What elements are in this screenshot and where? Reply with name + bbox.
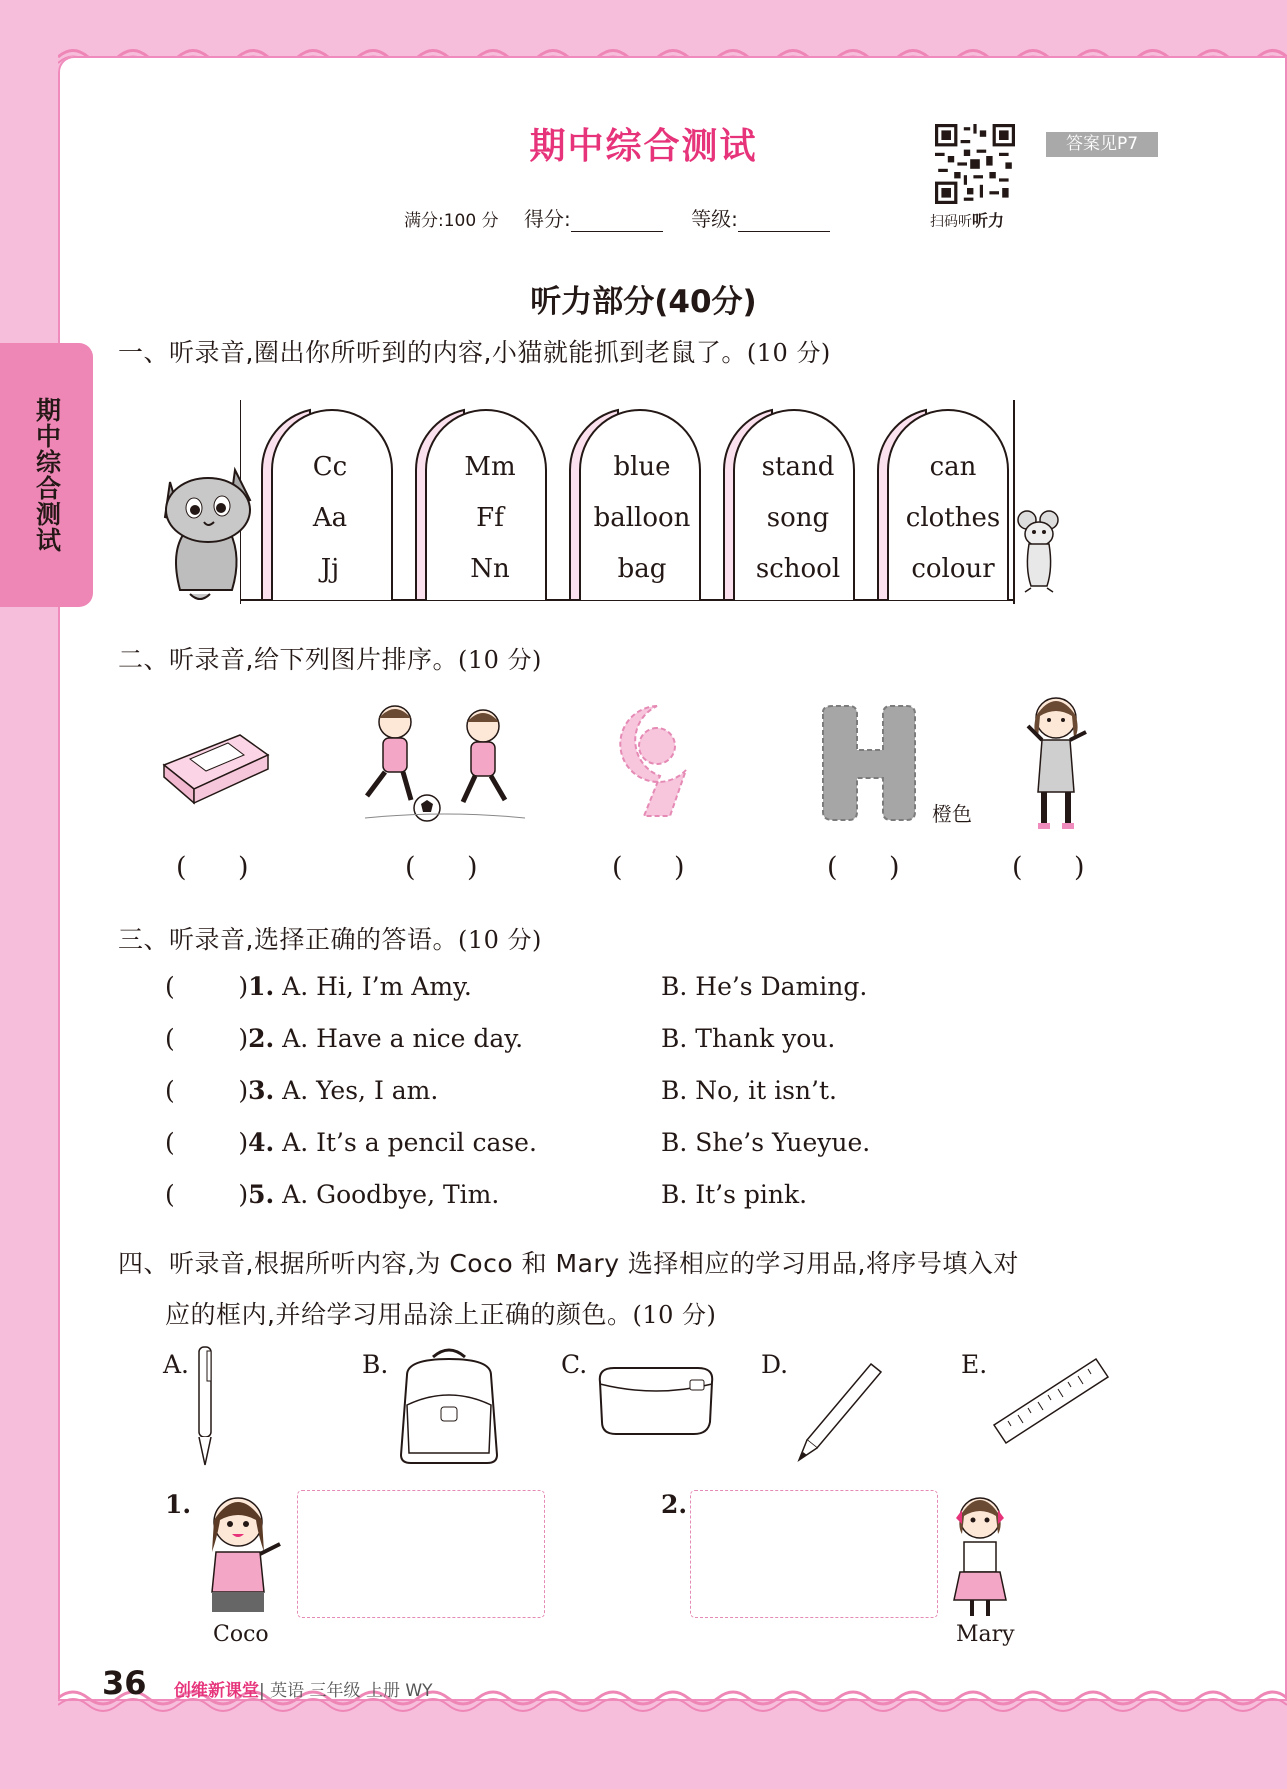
q3-item-4: ( )4. A. It’s a pencil case. xyxy=(165,1128,537,1157)
score-line xyxy=(404,203,852,232)
arch-1-word-2[interactable]: Aa xyxy=(312,503,348,533)
question-4-prompt-line2 xyxy=(165,1295,716,1331)
qr-caption-a: 扫码听 xyxy=(930,214,972,230)
pencil-icon[interactable] xyxy=(795,1360,885,1464)
q3-item-3-b[interactable]: B. No, it isn’t. xyxy=(661,1076,837,1105)
mary-number: 2. xyxy=(661,1490,688,1519)
q3-item-4-option-a[interactable]: A. It’s a pencil case. xyxy=(282,1128,537,1157)
arch-3-word-3[interactable]: bag xyxy=(617,554,667,584)
q3-score: (10 分) xyxy=(457,926,542,954)
arch-5-word-1[interactable]: can xyxy=(929,452,977,482)
footer-info xyxy=(174,1676,433,1701)
q3-item-1-b[interactable]: B. He’s Daming. xyxy=(661,972,868,1001)
question-3-prompt xyxy=(118,920,542,956)
q3-item-5: ( )5. A. Goodbye, Tim. xyxy=(165,1180,500,1209)
q3-item-3-num: 3. xyxy=(248,1076,275,1105)
coco-name: Coco xyxy=(213,1622,269,1647)
qr-code-icon[interactable] xyxy=(935,124,1015,204)
mary-name: Mary xyxy=(956,1622,1015,1647)
number-nine-icon xyxy=(610,700,704,822)
grade-blank[interactable] xyxy=(738,230,830,232)
q2-text: 二、听录音,给下列图片排序。 xyxy=(118,645,458,674)
option-e-label: E. xyxy=(961,1350,988,1379)
arch-3-words xyxy=(582,442,702,595)
listening-section-heading: 听力部分(40分) xyxy=(530,284,757,320)
order-paren-4[interactable]: ( ) xyxy=(827,852,900,883)
arch-1-words xyxy=(270,442,390,595)
q1-score: (10 分) xyxy=(746,339,831,367)
q3-item-2-b[interactable]: B. Thank you. xyxy=(661,1024,836,1053)
arch-3-word-2[interactable]: balloon xyxy=(593,503,691,533)
kids-playing-football-icon xyxy=(355,700,535,825)
order-paren-1[interactable]: ( ) xyxy=(176,852,249,883)
girl-icon xyxy=(1020,692,1092,836)
page-title: 期中综合测试 xyxy=(529,126,758,167)
option-b-label: B. xyxy=(362,1350,389,1379)
option-a-label: A. xyxy=(163,1350,190,1379)
qr-caption xyxy=(930,208,1004,231)
question-1-prompt xyxy=(118,333,831,369)
arch-2-word-1[interactable]: Mm xyxy=(464,452,516,482)
arch-4-word-2[interactable]: song xyxy=(766,503,830,533)
arch-2-word-3[interactable]: Nn xyxy=(470,554,510,584)
q4-score: (10 分) xyxy=(632,1301,717,1329)
q3-item-2-option-a[interactable]: A. Have a nice day. xyxy=(282,1024,524,1053)
qr-caption-b: 听力 xyxy=(972,211,1005,230)
q3-item-1-option-a[interactable]: A. Hi, I’m Amy. xyxy=(282,972,472,1001)
order-paren-2[interactable]: ( ) xyxy=(405,852,478,883)
q3-item-4-num: 4. xyxy=(248,1128,275,1157)
arch-3-word-1[interactable]: blue xyxy=(613,452,671,482)
coco-number: 1. xyxy=(165,1490,192,1519)
q3-item-2: ( )2. A. Have a nice day. xyxy=(165,1024,524,1053)
arch-2-words xyxy=(430,442,550,595)
pencil-case-icon[interactable] xyxy=(594,1362,719,1440)
footer-subject: | 英语 三年级 上册 WY xyxy=(259,1681,433,1701)
side-tab-label: 期中综合测试 xyxy=(32,397,62,553)
mary-answer-box[interactable] xyxy=(690,1490,938,1618)
q3-item-4-b[interactable]: B. She’s Yueyue. xyxy=(661,1128,871,1157)
q3-item-5-option-a[interactable]: A. Goodbye, Tim. xyxy=(282,1180,500,1209)
order-paren-5[interactable]: ( ) xyxy=(1012,852,1085,883)
answer-reference-tag: 答案见P7 xyxy=(1046,132,1158,157)
q3-item-2-num: 2. xyxy=(248,1024,275,1053)
coco-girl-icon xyxy=(198,1488,290,1614)
q3-text: 三、听录音,选择正确的答语。 xyxy=(118,925,458,954)
pen-icon[interactable] xyxy=(194,1345,216,1467)
q3-item-3-option-a[interactable]: A. Yes, I am. xyxy=(282,1076,439,1105)
arch-4-word-1[interactable]: stand xyxy=(761,452,835,482)
eraser-icon xyxy=(160,715,272,807)
letter-h-icon xyxy=(815,702,925,824)
arch-5-word-2[interactable]: clothes xyxy=(905,503,1001,533)
arch-5-word-3[interactable]: colour xyxy=(911,554,995,584)
option-d-label: D. xyxy=(761,1350,789,1379)
score-label: 得分: xyxy=(524,207,571,231)
coco-answer-box[interactable] xyxy=(297,1490,545,1618)
question-2-prompt xyxy=(118,640,542,676)
orange-color-label: 橙色 xyxy=(932,802,972,826)
arch-1-word-1[interactable]: Cc xyxy=(312,452,348,482)
schoolbag-icon[interactable] xyxy=(393,1345,505,1467)
option-c-label: C. xyxy=(561,1350,588,1379)
q3-item-5-num: 5. xyxy=(248,1180,275,1209)
q2-score: (10 分) xyxy=(457,646,542,674)
cat-icon xyxy=(160,462,258,606)
question-4-prompt-line1: 四、听录音,根据所听内容,为 Coco 和 Mary 选择相应的学习用品,将序号填入对 xyxy=(118,1249,1019,1278)
q3-item-3: ( )3. A. Yes, I am. xyxy=(165,1076,439,1105)
q3-item-1-num: 1. xyxy=(248,972,275,1001)
arch-4-words xyxy=(738,442,858,595)
ruler-icon[interactable] xyxy=(992,1355,1112,1445)
mary-girl-icon xyxy=(946,1488,1014,1618)
mouse-icon xyxy=(1015,510,1063,594)
q3-item-1: ( )1. A. Hi, I’m Amy. xyxy=(165,972,472,1001)
full-score: 满分:100 分 xyxy=(404,211,499,231)
q4-text: 应的框内,并给学习用品涂上正确的颜色。 xyxy=(165,1300,633,1329)
arch-5-words xyxy=(893,442,1013,595)
arch-2-word-2[interactable]: Ff xyxy=(476,503,504,533)
score-blank[interactable] xyxy=(571,230,663,232)
grade-label: 等级: xyxy=(691,207,738,231)
q3-item-5-b[interactable]: B. It’s pink. xyxy=(661,1180,808,1209)
page-number: 36 xyxy=(102,1664,147,1702)
arch-4-word-3[interactable]: school xyxy=(755,554,841,584)
order-paren-3[interactable]: ( ) xyxy=(612,852,685,883)
q1-text: 一、听录音,圈出你所听到的内容,小猫就能抓到老鼠了。 xyxy=(118,338,747,367)
arch-1-word-3[interactable]: Jj xyxy=(320,554,340,584)
chapter-side-tab xyxy=(0,343,93,607)
footer-brand: 创维新课堂 xyxy=(174,1681,259,1701)
